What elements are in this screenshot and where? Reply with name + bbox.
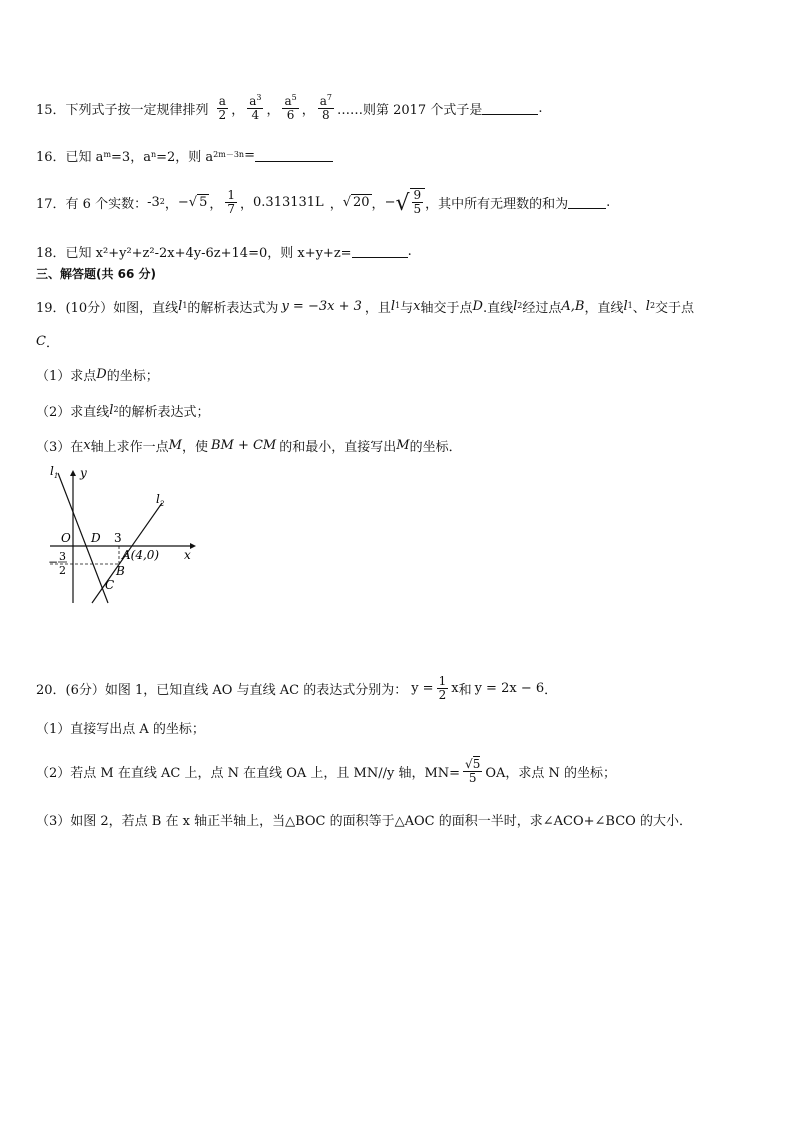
label-neg: −	[48, 555, 59, 569]
label-3: 3	[114, 531, 122, 545]
question-19-part-2: （2）求直线 l 2 的解析表达式；	[36, 402, 210, 420]
q15-prefix: 15．下列式子按一定规律排列	[36, 102, 209, 118]
label-frac-num: 3	[59, 550, 66, 563]
question-19-line-2: C ．	[36, 333, 59, 351]
answer-blank-15[interactable]	[482, 102, 538, 115]
q15-term-4: $\frac{a^7}{8}$	[319, 92, 332, 122]
label-C: C	[105, 578, 115, 592]
q15-term-2: $\frac{a^3}{4}$	[249, 92, 262, 122]
label-A: A(4,0)	[122, 548, 160, 562]
label-D: D	[91, 531, 101, 545]
question-15: 15．下列式子按一定规律排列 $\frac{a}{2}$ ， $\frac{a^3}{4}$ ， $\frac{a^5}{6}$ ， $\frac{a^7}{8}$ ……则第 2017 个式子是 .	[36, 92, 543, 122]
x-axis-arrow	[190, 543, 196, 549]
label-l2: $l_2$	[156, 492, 165, 508]
question-20-part-2: （2）若点 M 在直线 AC 上，点 N 在直线 OA 上，且 MN//y 轴，MN= $\frac{√5}{5}$ OA，求点 N 的坐标；	[36, 756, 617, 785]
question-16: 16．已知 a m =3，a n =2，则 a 2m－3n =	[36, 144, 333, 166]
question-19-part-3: （3）在 x 轴上求作一点 M ，使 BM + CM 的和最小，直接写出 M 的坐标．	[36, 437, 462, 455]
answer-blank-18[interactable]	[352, 245, 408, 258]
label-x: x	[184, 548, 191, 562]
sqrt-20: √ 20	[342, 195, 370, 210]
q15-term-1: $\frac{a}{2}$	[218, 93, 227, 122]
q15-term-3: $\frac{a^5}{6}$	[284, 92, 297, 122]
sqrt-9-over-5: √ $\frac{9}{5}$	[395, 188, 425, 215]
label-l1: $l_1$	[50, 464, 59, 480]
answer-blank-16[interactable]	[255, 149, 333, 162]
l1-formula: y = −3x + 3	[281, 298, 362, 314]
label-B: B	[116, 564, 125, 578]
question-17: 17．有 6 个实数： -3 2 ， − √ 5 ， $\frac{1}{7}$ ， 0.313131L ， √ 20 ， − √ $\frac{9}{5}$ ，其中所有无理数的和为 .	[36, 187, 611, 216]
q15-suffix: ……则第 2017 个式子是	[336, 102, 483, 118]
label-y: y	[80, 466, 87, 480]
question-19-part-1: （1）求点 D 的坐标；	[36, 366, 159, 384]
question-20-part-1: （1）直接写出点 A 的坐标；	[36, 721, 205, 737]
sqrt-5: √ 5	[188, 195, 208, 210]
question-20: 20．(6分）如图 1，已知直线 AO 与直线 AC 的表达式分别为： y = $\frac{1}{2}$ x 和 y = 2x − 6 ．	[36, 673, 558, 702]
fraction-1-2: $\frac{1}{2}$	[438, 673, 447, 702]
fraction-sqrt5-5: $\frac{√5}{5}$	[465, 756, 481, 785]
question-20-part-3: （3）如图 2，若点 B 在 x 轴正半轴上，当△BOC 的面积等于△AOC 的面积一半时，求∠ACO+∠BCO 的大小．	[36, 813, 692, 829]
fraction-1-7: $\frac{1}{7}$	[227, 187, 235, 216]
label-frac-den: 2	[59, 564, 66, 577]
answer-blank-17[interactable]	[568, 196, 606, 209]
question-19-figure	[42, 463, 202, 608]
question-18: 18．已知 x²+y²+z²-2x+4y-6z+14=0，则 x+y+z= .	[36, 243, 412, 261]
question-19: 19．(10分）如图，直线 l 1 的解析表达式为 y = −3x + 3 ，且 l 1 与 x 轴交于点 D .直线 l 2 经过点 A,B ，直线 l 1 、 l 2 交于点	[36, 298, 695, 316]
section-title: 三、解答题(共 66 分)	[36, 266, 157, 281]
label-O: O	[61, 531, 71, 545]
y-axis-arrow	[70, 470, 76, 476]
